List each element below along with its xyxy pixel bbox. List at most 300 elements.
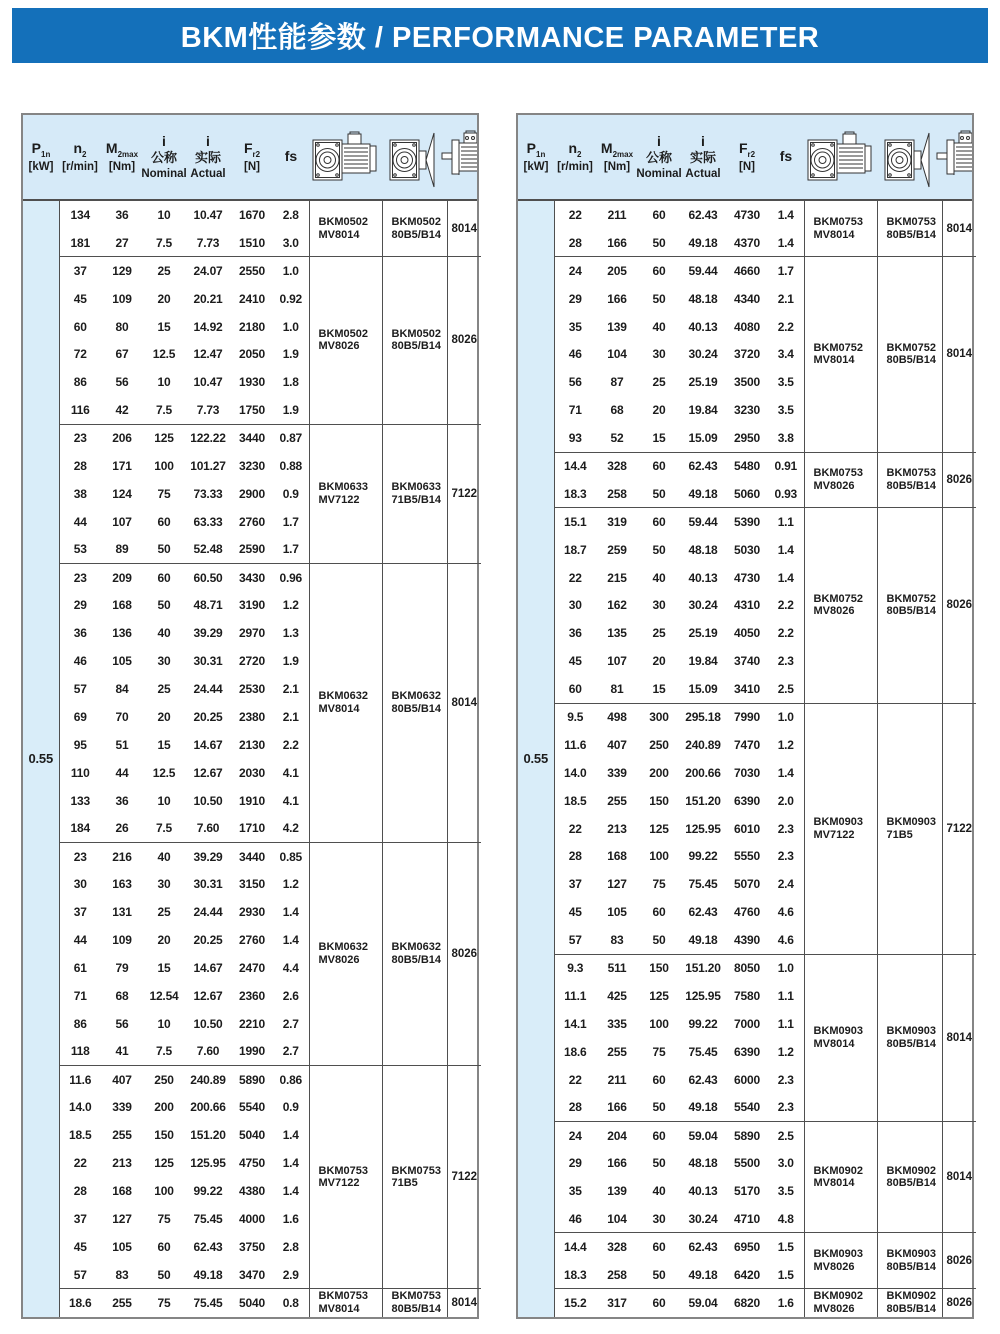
i-actual-cell: 30.31 bbox=[193, 877, 223, 892]
table-row bbox=[23, 1066, 481, 1094]
fs-cell: 1.4 bbox=[282, 1156, 299, 1171]
i-nominal-cell: 125 bbox=[649, 821, 669, 836]
fs-cell: 4.1 bbox=[282, 765, 299, 780]
n2-cell: 18.5 bbox=[563, 793, 587, 808]
i-nominal-cell: 100 bbox=[649, 849, 669, 864]
fr2-cell: 3720 bbox=[734, 347, 760, 362]
col-header-i-nominal: i 公称 Nominal bbox=[141, 132, 187, 180]
fs-cell: 1.1 bbox=[777, 1016, 794, 1031]
i-actual-cell: 20.25 bbox=[193, 709, 223, 724]
n2-cell: 35 bbox=[568, 1184, 582, 1199]
i-nominal-cell: 75 bbox=[652, 1044, 666, 1059]
m2max-cell: 84 bbox=[115, 682, 129, 697]
fs-cell: 3.5 bbox=[777, 1184, 794, 1199]
col-header-fr2: $F_{r2}$ [N] bbox=[243, 139, 261, 173]
i-actual-cell: 62.43 bbox=[688, 1072, 718, 1087]
table-row bbox=[518, 508, 976, 536]
i-actual-cell: 48.18 bbox=[688, 1156, 718, 1171]
n2-cell: 61 bbox=[73, 960, 87, 975]
fr2-cell: 2550 bbox=[231, 257, 273, 285]
motor-frame-cell: 8026 bbox=[942, 1289, 976, 1317]
i-nominal-cell: 100 bbox=[649, 1016, 669, 1031]
n2-cell: 18.3 bbox=[563, 1267, 587, 1282]
fs-cell: 1.4 bbox=[777, 765, 794, 780]
fr2-cell: 4390 bbox=[734, 932, 760, 947]
i-nominal-cell: 10 bbox=[157, 375, 171, 390]
n2-cell: 57 bbox=[73, 1267, 87, 1282]
n2-cell: 9.3 bbox=[554, 954, 596, 982]
fr2-cell: 4340 bbox=[734, 291, 760, 306]
fs-cell: 1.5 bbox=[768, 1233, 804, 1261]
fr2-cell: 5070 bbox=[734, 877, 760, 892]
i-nominal-cell: 60 bbox=[652, 1072, 666, 1087]
m2max-cell: 163 bbox=[112, 877, 132, 892]
n2-cell: 45 bbox=[73, 291, 87, 306]
n2-cell: 46 bbox=[568, 1211, 582, 1226]
m2max-cell: 206 bbox=[101, 424, 143, 452]
col-header-fs: fs bbox=[284, 148, 298, 165]
i-nominal-cell: 125 bbox=[143, 424, 185, 452]
gearbox-model-cell: BKM0752 80B5/B14 bbox=[877, 257, 942, 452]
i-nominal-cell: 50 bbox=[652, 542, 666, 557]
table-row bbox=[518, 257, 976, 285]
table-row bbox=[518, 1289, 976, 1317]
n2-cell: 181 bbox=[70, 235, 90, 250]
m2max-cell: 52 bbox=[610, 430, 624, 445]
i-actual-cell: 240.89 bbox=[185, 1066, 231, 1094]
motor-frame-cell: 8014 bbox=[447, 201, 481, 257]
motor-frame-cell: 8014 bbox=[942, 954, 976, 1121]
fr2-cell: 5550 bbox=[734, 849, 760, 864]
motor-frame-cell: 8026 bbox=[942, 508, 976, 703]
fr2-cell: 3190 bbox=[239, 598, 265, 613]
i-actual-cell: 49.18 bbox=[688, 1267, 718, 1282]
n2-cell: 118 bbox=[70, 1044, 90, 1059]
fr2-cell: 3470 bbox=[239, 1267, 265, 1282]
i-nominal-cell: 125 bbox=[154, 1156, 174, 1171]
i-nominal-cell: 250 bbox=[143, 1066, 185, 1094]
m2max-cell: 498 bbox=[596, 703, 638, 731]
n2-cell: 72 bbox=[73, 347, 87, 362]
fr2-cell: 7000 bbox=[734, 1016, 760, 1031]
i-nominal-cell: 7.5 bbox=[155, 235, 173, 250]
performance-data-table bbox=[518, 201, 976, 1317]
i-nominal-cell: 10 bbox=[157, 793, 171, 808]
m2max-cell: 109 bbox=[112, 933, 132, 948]
n2-cell: 14.4 bbox=[554, 1233, 596, 1261]
i-nominal-cell: 50 bbox=[652, 1156, 666, 1171]
fr2-cell: 7470 bbox=[734, 737, 760, 752]
i-actual-cell: 295.18 bbox=[680, 703, 726, 731]
i-nominal-cell: 75 bbox=[157, 1212, 171, 1226]
gearmotor-model-cell: BKM0902 MV8026 bbox=[804, 1289, 877, 1317]
n2-cell: 110 bbox=[70, 765, 90, 780]
gearbox-model-cell: BKM0903 71B5 bbox=[877, 703, 942, 954]
n2-cell: 29 bbox=[73, 598, 87, 613]
n2-cell: 46 bbox=[568, 347, 582, 362]
i-nominal-cell: 150 bbox=[154, 1128, 174, 1143]
fr2-cell: 4760 bbox=[734, 905, 760, 920]
i-actual-cell: 39.29 bbox=[185, 842, 231, 870]
gearmotor-model-cell: BKM0753 MV8014 bbox=[309, 1289, 382, 1317]
i-actual-cell: 7.73 bbox=[196, 235, 220, 250]
fs-cell: 2.2 bbox=[777, 598, 794, 613]
table-row bbox=[518, 1121, 976, 1149]
fs-cell: 4.6 bbox=[777, 932, 794, 947]
n2-cell: 18.5 bbox=[68, 1128, 92, 1143]
m2max-cell: 44 bbox=[115, 765, 129, 780]
m2max-cell: 166 bbox=[607, 291, 627, 306]
fs-cell: 2.3 bbox=[777, 1072, 794, 1087]
i-actual-cell: 24.44 bbox=[193, 682, 223, 697]
i-actual-cell: 49.18 bbox=[193, 1267, 223, 1282]
fs-cell: 1.0 bbox=[768, 703, 804, 731]
gearbox-model-cell: BKM0902 80B5/B14 bbox=[877, 1121, 942, 1233]
i-actual-cell: 62.43 bbox=[688, 207, 718, 222]
fs-cell: 1.6 bbox=[282, 1212, 299, 1226]
col-header-n2: $n_2$ [r/min] bbox=[557, 139, 593, 173]
m2max-cell: 42 bbox=[115, 402, 129, 417]
n2-cell: 37 bbox=[73, 1212, 87, 1226]
fr2-cell: 3410 bbox=[734, 681, 760, 696]
fs-cell: 1.7 bbox=[282, 542, 299, 557]
i-nominal-cell: 50 bbox=[652, 235, 666, 250]
motor-frame-cell: 8014 bbox=[447, 1289, 481, 1317]
fr2-cell: 3750 bbox=[239, 1239, 265, 1254]
fs-cell: 1.4 bbox=[282, 1128, 299, 1143]
m2max-cell: 51 bbox=[115, 737, 129, 752]
gearmotor-model-cell: BKM0502 MV8026 bbox=[309, 257, 382, 424]
n2-cell: 9.5 bbox=[554, 703, 596, 731]
i-nominal-cell: 7.5 bbox=[155, 821, 173, 836]
n2-cell: 14.4 bbox=[554, 452, 596, 480]
fr2-cell: 6950 bbox=[726, 1233, 768, 1261]
m2max-cell: 255 bbox=[112, 1128, 132, 1143]
m2max-cell: 425 bbox=[607, 988, 627, 1003]
motor-frame-cell: 7122 bbox=[447, 1066, 481, 1289]
i-actual-cell: 14.67 bbox=[193, 737, 223, 752]
m2max-cell: 215 bbox=[607, 570, 627, 585]
i-nominal-cell: 50 bbox=[652, 1267, 666, 1282]
n2-cell: 116 bbox=[70, 402, 90, 417]
m2max-cell: 127 bbox=[607, 877, 627, 892]
m2max-cell: 317 bbox=[596, 1289, 638, 1317]
i-actual-cell: 48.18 bbox=[688, 542, 718, 557]
i-actual-cell: 14.92 bbox=[193, 319, 223, 334]
i-nominal-cell: 40 bbox=[143, 842, 185, 870]
gearbox-model-cell: BKM0752 80B5/B14 bbox=[877, 508, 942, 703]
i-nominal-cell: 50 bbox=[652, 932, 666, 947]
n2-cell: 23 bbox=[59, 424, 101, 452]
fr2-cell: 2180 bbox=[239, 319, 265, 334]
fs-cell: 4.1 bbox=[282, 793, 299, 808]
n2-cell: 45 bbox=[568, 905, 582, 920]
fs-cell: 1.0 bbox=[768, 954, 804, 982]
n2-cell: 15.1 bbox=[554, 508, 596, 536]
m2max-cell: 168 bbox=[112, 598, 132, 613]
fs-cell: 0.8 bbox=[273, 1289, 309, 1317]
i-actual-cell: 75.45 bbox=[688, 877, 718, 892]
motor-frame-cell: 8026 bbox=[942, 1233, 976, 1289]
gearmotor-model-cell: BKM0902 MV8014 bbox=[804, 1121, 877, 1233]
i-nominal-cell: 25 bbox=[143, 257, 185, 285]
n2-cell: 28 bbox=[568, 1100, 582, 1115]
fs-cell: 1.7 bbox=[282, 514, 299, 529]
n2-cell: 86 bbox=[73, 375, 87, 390]
i-actual-cell: 40.13 bbox=[688, 570, 718, 585]
m2max-cell: 209 bbox=[101, 564, 143, 592]
i-nominal-cell: 15 bbox=[157, 737, 171, 752]
i-actual-cell: 101.27 bbox=[190, 458, 226, 473]
i-nominal-cell: 100 bbox=[154, 458, 174, 473]
i-actual-cell: 14.67 bbox=[193, 960, 223, 975]
m2max-cell: 211 bbox=[607, 207, 627, 222]
m2max-cell: 258 bbox=[607, 1267, 627, 1282]
fs-cell: 1.2 bbox=[777, 1044, 794, 1059]
table-row bbox=[518, 703, 976, 731]
i-nominal-cell: 75 bbox=[157, 486, 171, 501]
i-actual-cell: 125.95 bbox=[685, 988, 721, 1003]
gearmotor-model-cell: BKM0752 MV8026 bbox=[804, 508, 877, 703]
m2max-cell: 70 bbox=[115, 709, 129, 724]
table-row bbox=[23, 201, 481, 229]
i-nominal-cell: 20 bbox=[157, 933, 171, 948]
fs-cell: 1.8 bbox=[282, 375, 299, 390]
i-actual-cell: 15.09 bbox=[688, 430, 718, 445]
table-body bbox=[518, 201, 976, 1317]
i-actual-cell: 73.33 bbox=[193, 486, 223, 501]
fr2-cell: 2720 bbox=[239, 654, 265, 669]
n2-cell: 71 bbox=[73, 988, 87, 1003]
fr2-cell: 2530 bbox=[239, 682, 265, 697]
fr2-cell: 5060 bbox=[734, 486, 760, 501]
i-nominal-cell: 15 bbox=[652, 430, 666, 445]
m2max-cell: 26 bbox=[115, 821, 129, 836]
i-nominal-cell: 25 bbox=[652, 375, 666, 390]
i-actual-cell: 75.45 bbox=[185, 1289, 231, 1317]
i-nominal-cell: 50 bbox=[157, 1267, 171, 1282]
gearmotor-model-cell: BKM0903 MV8014 bbox=[804, 954, 877, 1121]
m2max-cell: 104 bbox=[607, 1211, 627, 1226]
m2max-cell: 139 bbox=[607, 1184, 627, 1199]
motor-frame-cell: 8026 bbox=[447, 257, 481, 424]
m2max-cell: 67 bbox=[115, 347, 129, 362]
fr2-cell: 4370 bbox=[734, 235, 760, 250]
col-header-m2max: $M_{2max}$ [Nm] bbox=[600, 139, 634, 173]
m2max-cell: 131 bbox=[112, 905, 132, 920]
m2max-cell: 104 bbox=[607, 347, 627, 362]
fr2-cell: 1670 bbox=[239, 207, 265, 222]
i-nominal-cell: 200 bbox=[649, 765, 669, 780]
i-actual-cell: 59.44 bbox=[680, 257, 726, 285]
i-actual-cell: 62.43 bbox=[680, 1233, 726, 1261]
fs-cell: 3.4 bbox=[777, 347, 794, 362]
i-nominal-cell: 30 bbox=[157, 654, 171, 669]
i-nominal-cell: 50 bbox=[652, 1100, 666, 1115]
n2-cell: 45 bbox=[568, 654, 582, 669]
n2-cell: 28 bbox=[73, 1184, 87, 1199]
i-nominal-cell: 20 bbox=[157, 709, 171, 724]
gearbox-model-cell: BKM0753 80B5/B14 bbox=[877, 452, 942, 508]
gearmotor-model-cell: BKM0502 MV8014 bbox=[309, 201, 382, 257]
i-actual-cell: 10.47 bbox=[193, 375, 223, 390]
i-nominal-cell: 40 bbox=[652, 1184, 666, 1199]
n2-cell: 93 bbox=[568, 430, 582, 445]
fr2-cell: 3230 bbox=[734, 403, 760, 418]
n2-cell: 36 bbox=[568, 626, 582, 641]
n2-cell: 22 bbox=[568, 821, 582, 836]
i-nominal-cell: 12.5 bbox=[152, 347, 176, 362]
m2max-cell: 255 bbox=[607, 1044, 627, 1059]
fs-cell: 3.0 bbox=[777, 1156, 794, 1171]
performance-table-left bbox=[21, 113, 479, 1319]
gearmotor-model-cell: BKM0753 MV7122 bbox=[309, 1066, 382, 1289]
n2-cell: 18.7 bbox=[563, 542, 587, 557]
fs-cell: 2.3 bbox=[777, 849, 794, 864]
i-actual-cell: 48.71 bbox=[193, 598, 223, 613]
fr2-cell: 3500 bbox=[734, 375, 760, 390]
i-nominal-cell: 12.54 bbox=[149, 988, 179, 1003]
col-header-i-actual: i 实际 Actual bbox=[685, 132, 721, 180]
motor-frame-cell: 8026 bbox=[447, 842, 481, 1065]
n2-cell: 37 bbox=[59, 257, 101, 285]
p1n-value-cell: 0.55 bbox=[518, 201, 554, 1317]
i-actual-cell: 62.43 bbox=[193, 1239, 223, 1254]
table-row bbox=[518, 201, 976, 229]
m2max-cell: 135 bbox=[607, 626, 627, 641]
fr2-cell: 3740 bbox=[734, 654, 760, 669]
m2max-cell: 68 bbox=[610, 403, 624, 418]
m2max-cell: 166 bbox=[607, 235, 627, 250]
fr2-cell: 7580 bbox=[734, 988, 760, 1003]
fr2-cell: 2050 bbox=[239, 347, 265, 362]
fs-cell: 2.2 bbox=[777, 626, 794, 641]
i-actual-cell: 49.18 bbox=[688, 486, 718, 501]
gearmotor-icon bbox=[309, 115, 382, 199]
fs-cell: 2.1 bbox=[282, 682, 299, 697]
fs-cell: 1.9 bbox=[282, 347, 299, 362]
i-actual-cell: 59.44 bbox=[680, 508, 726, 536]
m2max-cell: 83 bbox=[115, 1267, 129, 1282]
n2-cell: 45 bbox=[73, 1239, 87, 1254]
i-actual-cell: 10.47 bbox=[193, 207, 223, 222]
fr2-cell: 3440 bbox=[231, 424, 273, 452]
n2-cell: 14.0 bbox=[563, 765, 587, 780]
i-actual-cell: 30.24 bbox=[688, 1211, 718, 1226]
fs-cell: 1.4 bbox=[282, 933, 299, 948]
m2max-cell: 259 bbox=[607, 542, 627, 557]
fr2-cell: 2590 bbox=[239, 542, 265, 557]
fs-cell: 2.1 bbox=[282, 709, 299, 724]
gearmotor-model-cell: BKM0753 MV8026 bbox=[804, 452, 877, 508]
m2max-cell: 328 bbox=[596, 1233, 638, 1261]
m2max-cell: 79 bbox=[115, 960, 129, 975]
n2-cell: 28 bbox=[73, 458, 87, 473]
m2max-cell: 129 bbox=[101, 257, 143, 285]
fs-cell: 2.8 bbox=[282, 207, 299, 222]
n2-cell: 11.6 bbox=[564, 737, 587, 752]
i-actual-cell: 60.50 bbox=[185, 564, 231, 592]
i-actual-cell: 24.44 bbox=[193, 905, 223, 920]
fs-cell: 1.5 bbox=[777, 1267, 794, 1282]
m2max-cell: 335 bbox=[607, 1016, 627, 1031]
n2-cell: 24 bbox=[554, 257, 596, 285]
m2max-cell: 168 bbox=[607, 849, 627, 864]
fr2-cell: 4050 bbox=[734, 626, 760, 641]
m2max-cell: 255 bbox=[607, 793, 627, 808]
i-nominal-cell: 15 bbox=[652, 681, 666, 696]
i-nominal-cell: 60 bbox=[638, 1121, 680, 1149]
fs-cell: 2.3 bbox=[777, 821, 794, 836]
fr2-cell: 7030 bbox=[734, 765, 760, 780]
i-actual-cell: 240.89 bbox=[685, 737, 721, 752]
n2-cell: 29 bbox=[568, 291, 582, 306]
n2-cell: 15.2 bbox=[554, 1289, 596, 1317]
i-nominal-cell: 15 bbox=[157, 319, 171, 334]
fr2-cell: 1510 bbox=[239, 235, 265, 250]
i-actual-cell: 19.84 bbox=[688, 654, 718, 669]
performance-table-right bbox=[516, 113, 974, 1319]
i-nominal-cell: 10 bbox=[157, 1016, 171, 1031]
m2max-cell: 127 bbox=[112, 1212, 132, 1226]
col-header-n2: $n_2$ [r/min] bbox=[62, 139, 98, 173]
i-actual-cell: 40.13 bbox=[688, 319, 718, 334]
i-actual-cell: 75.45 bbox=[193, 1212, 223, 1226]
i-actual-cell: 151.20 bbox=[685, 793, 721, 808]
gearbox-model-cell: BKM0753 71B5 bbox=[382, 1066, 447, 1289]
fs-cell: 2.9 bbox=[282, 1267, 299, 1282]
fs-cell: 1.4 bbox=[777, 207, 794, 222]
fr2-cell: 6420 bbox=[734, 1267, 760, 1282]
m2max-cell: 213 bbox=[607, 821, 627, 836]
fr2-cell: 5500 bbox=[734, 1156, 760, 1171]
motor-icon bbox=[942, 115, 972, 199]
fr2-cell: 2930 bbox=[239, 905, 265, 920]
fs-cell: 0.91 bbox=[768, 452, 804, 480]
fs-cell: 2.2 bbox=[777, 319, 794, 334]
gearmotor-model-cell: BKM0632 MV8026 bbox=[309, 842, 382, 1065]
n2-cell: 60 bbox=[568, 681, 582, 696]
i-nominal-cell: 40 bbox=[157, 626, 171, 641]
i-actual-cell: 75.45 bbox=[688, 1044, 718, 1059]
i-nominal-cell: 200 bbox=[154, 1100, 174, 1115]
n2-cell: 24 bbox=[554, 1121, 596, 1149]
n2-cell: 28 bbox=[568, 235, 582, 250]
n2-cell: 22 bbox=[568, 570, 582, 585]
i-actual-cell: 200.66 bbox=[685, 765, 721, 780]
n2-cell: 184 bbox=[70, 821, 90, 836]
i-nominal-cell: 60 bbox=[652, 905, 666, 920]
fs-cell: 1.4 bbox=[282, 1184, 299, 1199]
i-actual-cell: 39.29 bbox=[193, 626, 223, 641]
n2-cell: 37 bbox=[73, 905, 87, 920]
m2max-cell: 205 bbox=[596, 257, 638, 285]
fs-cell: 1.2 bbox=[282, 598, 299, 613]
gearbox-model-cell: BKM0502 80B5/B14 bbox=[382, 257, 447, 424]
col-header-p1n: $P_{1n}$ [kW] bbox=[523, 139, 549, 173]
fs-cell: 2.5 bbox=[768, 1121, 804, 1149]
fs-cell: 0.92 bbox=[279, 291, 303, 306]
n2-cell: 37 bbox=[568, 877, 582, 892]
fr2-cell: 1910 bbox=[239, 793, 265, 808]
i-actual-cell: 200.66 bbox=[190, 1100, 226, 1115]
n2-cell: 46 bbox=[73, 654, 87, 669]
m2max-cell: 41 bbox=[115, 1044, 129, 1059]
n2-cell: 38 bbox=[73, 486, 87, 501]
fr2-cell: 6390 bbox=[734, 1044, 760, 1059]
m2max-cell: 124 bbox=[112, 486, 132, 501]
gearbox-model-cell: BKM0902 80B5/B14 bbox=[877, 1289, 942, 1317]
